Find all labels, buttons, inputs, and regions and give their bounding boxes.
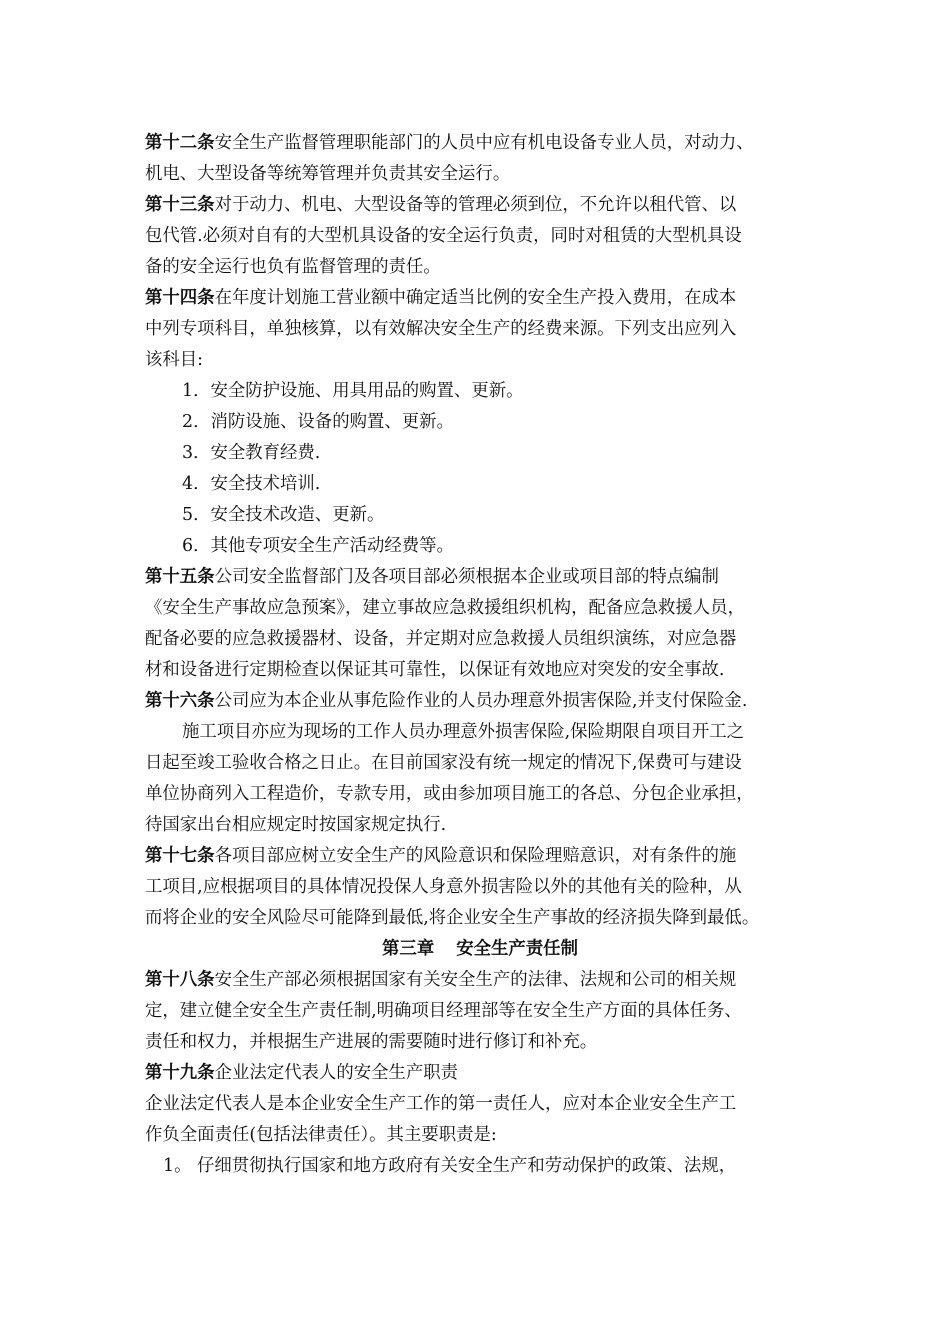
article-16-label: 第十六条: [145, 691, 215, 711]
article-17-label: 第十七条: [145, 846, 215, 866]
article-14-line-2: 中列专项科目，单独核算，以有效解决安全生产的经费来源。下列支出应列入: [145, 319, 737, 339]
article-17-line-1: [145, 841, 815, 872]
article-13-line-3: 备的安全运行也负有监督管理的责任。: [145, 257, 441, 277]
article-12-line-2: 机电、大型设备等统筹管理并负责其安全运行。: [145, 164, 511, 184]
article-13-line-1: [145, 190, 815, 221]
article-13-label: 第十三条: [145, 195, 215, 215]
article-16-paragraph-line-4: 待国家出台相应规定时按国家规定执行.: [145, 815, 447, 835]
article-17-line-3: 而将企业的安全风险尽可能降到最低,将企业安全生产事故的经济损失降到最低。: [145, 908, 760, 928]
article-19-label: 第十九条: [145, 1063, 215, 1083]
article-12-label: 第十二条: [145, 133, 215, 153]
list-item: 4．安全技术培训.: [182, 474, 321, 494]
article-14-label: 第十四条: [145, 288, 215, 308]
list-item: 3．安全教育经费.: [182, 443, 321, 463]
list-item: 2．消防设施、设备的购置、更新。: [182, 412, 454, 432]
article-17-line-2: 工项目,应根据项目的具体情况投保人身意外损害险以外的其他有关的险种，从: [145, 877, 742, 897]
article-15-text: 公司安全监督部门及各项目部必须根据本企业或项目部的特点编制: [214, 567, 719, 587]
article-18-label: 第十八条: [145, 970, 215, 990]
article-15-line-4: 材和设备进行定期检查以保证其可靠性，以保证有效地应对突发的安全事故.: [145, 660, 725, 680]
article-19-paragraph-line-2: 作负全面责任(包括法律责任）。其主要职责是:: [145, 1125, 497, 1145]
article-13-line-2: 包代管.必须对自有的大型机具设备的安全运行负责，同时对租赁的大型机具设: [145, 226, 742, 246]
article-15-line-1: [145, 562, 815, 593]
article-18-line-1: [145, 965, 815, 996]
article-18-line-3: 责任和权力，并根据生产进展的需要随时进行修订和补充。: [145, 1032, 598, 1052]
article-16-paragraph-line-2: 日起至竣工验收合格之日止。在目前国家没有统一规定的情况下,保费可与建设: [145, 753, 742, 773]
chapter-heading: [145, 934, 815, 965]
article-19-paragraph-line-1: 企业法定代表人是本企业安全生产工作的第一责任人，应对本企业安全生产工: [145, 1094, 737, 1114]
article-12-line-1: [145, 128, 815, 159]
article-19-line-1: [145, 1058, 815, 1089]
chapter-title: 安全生产责任制: [456, 939, 578, 959]
article-14-line-3: 该科目:: [145, 350, 204, 370]
article-16-paragraph-line-3: 单位协商列入工程造价，专款专用，或由参加项目施工的各总、分包企业承担，: [145, 784, 754, 804]
article-15-label: 第十五条: [145, 567, 215, 587]
article-16-line-1: [145, 686, 815, 717]
list-item: 5．安全技术改造、更新。: [182, 505, 385, 525]
list-item: 1．安全防护设施、用具用品的购置、更新。: [182, 381, 524, 401]
article-12-text: 安全生产监督管理职能部门的人员中应有机电设备专业人员，对动力、: [214, 133, 754, 153]
article-16-text: 公司应为本企业从事危险作业的人员办理意外损害保险,并支付保险金.: [214, 691, 748, 711]
article-14-text: 在年度计划施工营业额中确定适当比例的安全生产投入费用，在成本: [214, 288, 737, 308]
article-19-text: 企业法定代表人的安全生产职责: [214, 1063, 459, 1083]
article-15-line-3: 配备必要的应急救援器材、设备，并定期对应急救援人员组织演练，对应急器: [145, 629, 737, 649]
article-18-text: 安全生产部必须根据国家有关安全生产的法律、法规和公司的相关规: [214, 970, 737, 990]
article-14-line-1: [145, 283, 815, 314]
list-item: 6．其他专项安全生产活动经费等。: [182, 536, 454, 556]
article-16-paragraph-line-1: 施工项目亦应为现场的工作人员办理意外损害保险,保险期限自项目开工之: [182, 722, 745, 742]
document-page: [145, 128, 815, 1182]
article-17-text: 各项目部应树立安全生产的风险意识和保险理赔意识，对有条件的施: [214, 846, 737, 866]
article-15-line-2: 《安全生产事故应急预案》，建立事故应急救援组织机构，配备应急救援人员，: [145, 598, 745, 618]
chapter-number: 第三章: [382, 939, 435, 959]
list-item: 1。 仔细贯彻执行国家和地方政府有关安全生产和劳动保护的政策、法规，: [163, 1156, 737, 1176]
article-18-line-2: 定，建立健全安全生产责任制,明确项目经理部等在安全生产方面的具体任务、: [145, 1001, 742, 1021]
article-13-text: 对于动力、机电、大型设备等的管理必须到位，不允许以租代管、以: [214, 195, 737, 215]
